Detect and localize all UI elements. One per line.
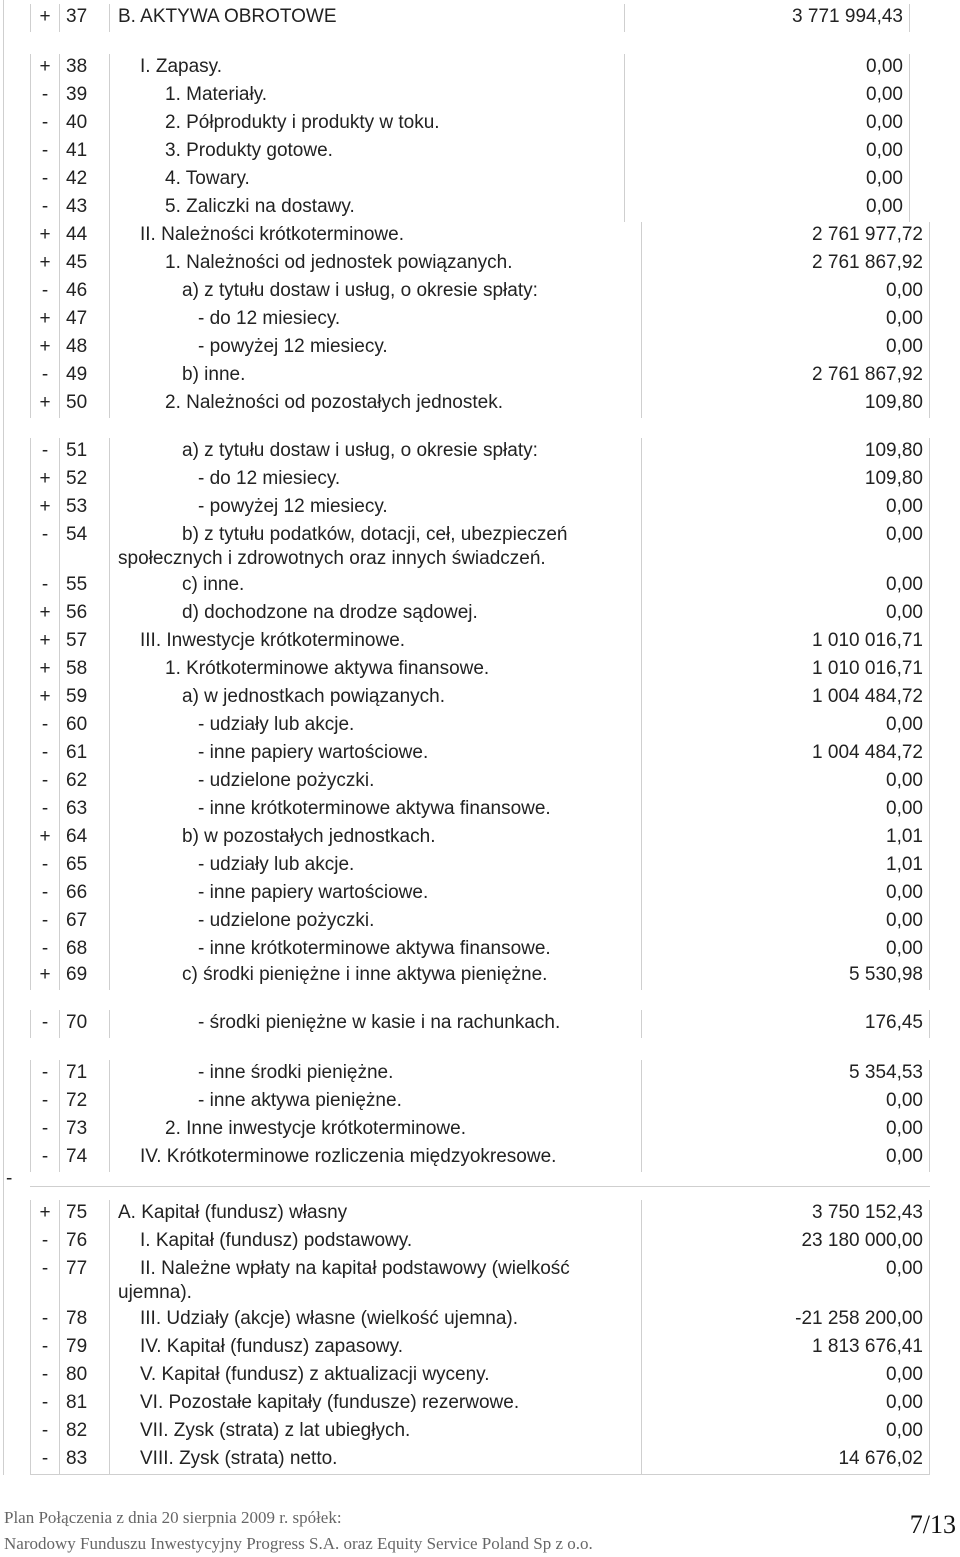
row-value: 1 010 016,71 [642, 628, 930, 656]
table-row [0, 494, 930, 522]
row-label-cell [110, 194, 625, 222]
row-value: 5 530,98 [642, 962, 930, 990]
row-number: 83 [58, 1446, 110, 1474]
row-label-cell [110, 656, 642, 684]
table-row [0, 1116, 930, 1144]
row-label: A. Kapitał (fundusz) własny [118, 1202, 348, 1223]
row-label-cell [110, 250, 642, 278]
table-row [0, 1144, 930, 1172]
row-number: 38 [58, 54, 110, 82]
row-label: - inne krótkoterminowe aktywa finansowe. [198, 798, 551, 819]
row-number: 62 [58, 768, 110, 796]
row-number: 75 [58, 1200, 110, 1228]
row-number: 74 [58, 1144, 110, 1172]
row-number: 47 [58, 306, 110, 334]
row-label: III. Inwestycje krótkoterminowe. [140, 630, 406, 651]
row-sign: - [30, 1060, 60, 1088]
row-number: 48 [58, 334, 110, 362]
row-label-cell [110, 1256, 642, 1306]
row-label-cell [110, 1144, 642, 1172]
row-label-cell [110, 572, 642, 600]
table-rule [30, 1186, 930, 1187]
row-label-cell [110, 1390, 642, 1418]
row-label: a) w jednostkach powiązanych. [182, 686, 445, 707]
row-value: 176,45 [642, 1010, 930, 1038]
row-number: 80 [58, 1362, 110, 1390]
row-number: 37 [58, 4, 110, 32]
row-value: 109,80 [642, 390, 930, 418]
row-sign: - [30, 1306, 60, 1334]
row-sign: - [30, 522, 60, 572]
row-label: VI. Pozostałe kapitały (fundusze) rezerwowe. [140, 1392, 520, 1413]
row-value: 1 010 016,71 [642, 656, 930, 684]
row-label: c) środki pieniężne i inne aktywa pieniężne. [182, 964, 548, 985]
row-sign: + [30, 962, 60, 990]
table-row [0, 908, 930, 936]
row-value: 0,00 [642, 1116, 930, 1144]
row-label: 3. Produkty gotowe. [165, 140, 333, 161]
row-sign: + [30, 222, 60, 250]
row-number: 56 [58, 600, 110, 628]
row-label: II. Należne wpłaty na kapitał podstawowy (wielkość [140, 1258, 570, 1279]
row-label-cell [110, 936, 642, 964]
page-number: 7/13 [909, 1510, 956, 1539]
row-number: 65 [58, 852, 110, 880]
row-label-cell [110, 54, 625, 82]
row-label: - powyżej 12 miesiecy. [198, 336, 388, 357]
row-label-cell [110, 438, 642, 466]
row-label-cell [110, 796, 642, 824]
row-number: 60 [58, 712, 110, 740]
row-sign: - [30, 1390, 60, 1418]
row-value: 0,00 [642, 572, 930, 600]
row-value: 0,00 [642, 712, 930, 740]
row-sign: + [30, 306, 60, 334]
row-sign: - [30, 1088, 60, 1116]
row-label-cell [110, 852, 642, 880]
row-sign: - [30, 1418, 60, 1446]
row-sign: - [30, 110, 60, 138]
row-sign: + [30, 4, 60, 32]
row-sign: + [30, 334, 60, 362]
table-row [0, 684, 930, 712]
row-value: 14 676,02 [642, 1446, 930, 1474]
row-value: 0,00 [642, 522, 930, 572]
table-row [0, 1390, 930, 1418]
row-value: 1 813 676,41 [642, 1334, 930, 1362]
row-sign: - [30, 880, 60, 908]
table-row [0, 1362, 930, 1390]
row-sign: + [30, 684, 60, 712]
table-row [0, 1060, 930, 1088]
row-label-cell [110, 768, 642, 796]
table-row [0, 824, 930, 852]
row-sign: - [30, 362, 60, 390]
row-label-cell [110, 1088, 642, 1116]
row-number: 82 [58, 1418, 110, 1446]
row-value: 0,00 [642, 1256, 930, 1306]
row-label-cell [110, 684, 642, 712]
row-value: 1 004 484,72 [642, 684, 930, 712]
row-label: d) dochodzone na drodze sądowej. [182, 602, 478, 623]
row-sign: + [30, 824, 60, 852]
row-sign: + [30, 54, 60, 82]
row-sign: - [30, 740, 60, 768]
row-label-cell [110, 4, 625, 32]
row-number: 73 [58, 1116, 110, 1144]
row-value: 2 761 867,92 [642, 250, 930, 278]
row-label: IV. Kapitał (fundusz) zapasowy. [140, 1336, 403, 1357]
row-sign: + [30, 628, 60, 656]
row-number: 66 [58, 880, 110, 908]
row-value: 0,00 [625, 194, 910, 222]
row-label-cell [110, 494, 642, 522]
row-number: 67 [58, 908, 110, 936]
row-number: 53 [58, 494, 110, 522]
table-row [0, 4, 910, 32]
row-sign: - [30, 82, 60, 110]
row-number: 55 [58, 572, 110, 600]
row-label-cell [110, 390, 642, 418]
row-label: B. AKTYWA OBROTOWE [118, 6, 337, 27]
row-number: 76 [58, 1228, 110, 1256]
row-label: 5. Zaliczki na dostawy. [165, 196, 355, 217]
row-label-cell [110, 82, 625, 110]
row-sign: + [30, 600, 60, 628]
footer-line-2: Narodowy Funduszu Inwestycyjny Progress S.A. oraz Equity Service Poland Sp z o.o. [4, 1534, 593, 1553]
row-label-cell [110, 740, 642, 768]
row-label: - udzielone pożyczki. [198, 910, 375, 931]
row-label-cell [110, 880, 642, 908]
row-sign: - [30, 712, 60, 740]
footer-line-1: Plan Połączenia z dnia 20 sierpnia 2009 r. spółek: [4, 1508, 342, 1527]
row-value: 0,00 [642, 908, 930, 936]
footer-text [4, 1505, 593, 1557]
row-sign: - [30, 166, 60, 194]
row-label: IV. Krótkoterminowe rozliczenia międzyokresowe. [140, 1146, 557, 1167]
row-value: -21 258 200,00 [642, 1306, 930, 1334]
row-label-cell [110, 908, 642, 936]
row-label: - powyżej 12 miesiecy. [198, 496, 388, 517]
table-row [0, 1446, 930, 1474]
row-value: 5 354,53 [642, 1060, 930, 1088]
table-row [0, 250, 930, 278]
row-label-cell [110, 824, 642, 852]
row-label-cell [110, 600, 642, 628]
row-label: 2. Należności od pozostałych jednostek. [165, 392, 503, 413]
row-label-cell [110, 1418, 642, 1446]
table-row [0, 1228, 930, 1256]
row-label: V. Kapitał (fundusz) z aktualizacji wyceny. [140, 1364, 490, 1385]
row-label: - inne krótkoterminowe aktywa finansowe. [198, 938, 551, 959]
row-number: 49 [58, 362, 110, 390]
table-row [0, 1334, 930, 1362]
row-label: - udzielone pożyczki. [198, 770, 375, 791]
table-row [0, 390, 930, 418]
row-label-cell [110, 1334, 642, 1362]
row-number: 39 [58, 82, 110, 110]
row-value: 109,80 [642, 438, 930, 466]
separator-dash: - [6, 1168, 13, 1189]
row-label: I. Kapitał (fundusz) podstawowy. [140, 1230, 413, 1251]
table-row [0, 712, 930, 740]
row-value: 0,00 [625, 110, 910, 138]
row-number: 52 [58, 466, 110, 494]
row-value: 0,00 [642, 880, 930, 908]
row-label: b) z tytułu podatków, dotacji, ceł, ubezpieczeń [182, 524, 568, 545]
row-value: 2 761 867,92 [642, 362, 930, 390]
row-value: 109,80 [642, 466, 930, 494]
row-sign: - [30, 1334, 60, 1362]
row-label: - inne aktywa pieniężne. [198, 1090, 402, 1111]
table-row [0, 600, 930, 628]
table-row [0, 138, 910, 166]
row-label: I. Zapasy. [140, 56, 223, 77]
row-number: 78 [58, 1306, 110, 1334]
row-label-cell [110, 1228, 642, 1256]
row-value: 0,00 [642, 1362, 930, 1390]
row-value: 2 761 977,72 [642, 222, 930, 250]
row-value: 0,00 [642, 1418, 930, 1446]
row-sign: - [30, 1256, 60, 1306]
table-row [0, 438, 930, 466]
row-label: - środki pieniężne w kasie i na rachunkach. [198, 1012, 561, 1033]
row-number: 77 [58, 1256, 110, 1306]
row-sign: - [30, 1446, 60, 1474]
table-row [0, 962, 930, 990]
row-number: 40 [58, 110, 110, 138]
row-label: a) z tytułu dostaw i usług, o okresie spłaty: [182, 280, 538, 301]
row-label: 4. Towary. [165, 168, 250, 189]
table-row [0, 852, 930, 880]
row-label: III. Udziały (akcje) własne (wielkość ujemna). [140, 1308, 519, 1329]
row-number: 79 [58, 1334, 110, 1362]
row-label: II. Należności krótkoterminowe. [140, 224, 404, 245]
row-number: 59 [58, 684, 110, 712]
row-value: 0,00 [642, 1088, 930, 1116]
row-number: 57 [58, 628, 110, 656]
table-row [0, 194, 910, 222]
row-label-cell [110, 362, 642, 390]
row-label-cell [110, 166, 625, 194]
row-label: 1. Krótkoterminowe aktywa finansowe. [165, 658, 490, 679]
row-sign: + [30, 250, 60, 278]
row-label-cell [110, 306, 642, 334]
row-label: - inne papiery wartościowe. [198, 742, 429, 763]
table-row [0, 1088, 930, 1116]
table-row [0, 466, 930, 494]
row-sign: + [30, 466, 60, 494]
table-row [0, 522, 930, 572]
row-label-cell [110, 712, 642, 740]
row-label: - do 12 miesiecy. [198, 468, 341, 489]
row-label-cell [110, 466, 642, 494]
row-value: 0,00 [625, 54, 910, 82]
row-label: - udziały lub akcje. [198, 854, 355, 875]
row-label-cell [110, 278, 642, 306]
row-sign: - [30, 1116, 60, 1144]
row-number: 58 [58, 656, 110, 684]
row-number: 71 [58, 1060, 110, 1088]
row-sign: + [30, 390, 60, 418]
table-row [0, 110, 910, 138]
row-value: 0,00 [642, 1390, 930, 1418]
row-label-cell [110, 1060, 642, 1088]
row-sign: - [30, 852, 60, 880]
row-label-cell [110, 1200, 642, 1228]
table-rule [30, 1474, 930, 1475]
table-row [0, 1010, 930, 1038]
row-label-continuation: ujemna). [118, 1282, 192, 1303]
row-sign: - [30, 1228, 60, 1256]
table-row [0, 166, 910, 194]
row-value: 1,01 [642, 824, 930, 852]
row-value: 1 004 484,72 [642, 740, 930, 768]
row-label-cell [110, 334, 642, 362]
row-label-cell [110, 1116, 642, 1144]
row-label: VII. Zysk (strata) z lat ubiegłych. [140, 1420, 411, 1441]
row-value: 0,00 [625, 82, 910, 110]
row-value: 3 771 994,43 [625, 4, 910, 32]
row-label-cell [110, 222, 642, 250]
row-number: 43 [58, 194, 110, 222]
row-value: 0,00 [642, 494, 930, 522]
row-value: 0,00 [642, 936, 930, 964]
table-row [0, 334, 930, 362]
row-label-cell [110, 138, 625, 166]
row-label: 2. Półprodukty i produkty w toku. [165, 112, 440, 133]
table-row [0, 222, 930, 250]
row-number: 70 [58, 1010, 110, 1038]
row-value: 1,01 [642, 852, 930, 880]
row-value: 0,00 [642, 796, 930, 824]
row-number: 72 [58, 1088, 110, 1116]
row-sign: - [30, 936, 60, 964]
row-sign: - [30, 278, 60, 306]
row-sign: - [30, 1362, 60, 1390]
row-label-cell [110, 1010, 642, 1038]
row-number: 63 [58, 796, 110, 824]
row-number: 64 [58, 824, 110, 852]
row-sign: - [30, 138, 60, 166]
row-value: 0,00 [625, 138, 910, 166]
table-row [0, 796, 930, 824]
row-sign: + [30, 1200, 60, 1228]
row-value: 0,00 [642, 600, 930, 628]
row-number: 61 [58, 740, 110, 768]
row-label-cell [110, 628, 642, 656]
row-label-cell [110, 1306, 642, 1334]
row-sign: - [30, 438, 60, 466]
row-value: 0,00 [642, 334, 930, 362]
row-number: 51 [58, 438, 110, 466]
row-number: 81 [58, 1390, 110, 1418]
table-row [0, 278, 930, 306]
row-label: - do 12 miesiecy. [198, 308, 341, 329]
row-value: 0,00 [642, 1144, 930, 1172]
row-sign: - [30, 796, 60, 824]
row-number: 54 [58, 522, 110, 572]
row-label: a) z tytułu dostaw i usług, o okresie spłaty: [182, 440, 538, 461]
row-label-cell [110, 1362, 642, 1390]
row-label: b) w pozostałych jednostkach. [182, 826, 436, 847]
row-value: 0,00 [625, 166, 910, 194]
row-label: 1. Materiały. [165, 84, 268, 105]
row-number: 42 [58, 166, 110, 194]
row-sign: - [30, 768, 60, 796]
table-row [0, 362, 930, 390]
row-label-continuation: społecznych i zdrowotnych oraz innych świadczeń. [118, 548, 546, 569]
row-sign: + [30, 494, 60, 522]
row-label: - udziały lub akcje. [198, 714, 355, 735]
row-label: 2. Inne inwestycje krótkoterminowe. [165, 1118, 466, 1139]
row-number: 41 [58, 138, 110, 166]
table-row [0, 768, 930, 796]
row-sign: - [30, 908, 60, 936]
table-row [0, 1200, 930, 1228]
row-label: VIII. Zysk (strata) netto. [140, 1448, 338, 1469]
row-number: 46 [58, 278, 110, 306]
table-row [0, 1306, 930, 1334]
table-row [0, 54, 910, 82]
table-row [0, 936, 930, 964]
row-number: 68 [58, 936, 110, 964]
table-row [0, 306, 930, 334]
row-label: - inne środki pieniężne. [198, 1062, 394, 1083]
row-sign: - [30, 1144, 60, 1172]
table-row [0, 1418, 930, 1446]
row-label-cell [110, 1446, 642, 1474]
row-sign: - [30, 572, 60, 600]
row-label: c) inne. [182, 574, 245, 595]
table-row [0, 572, 930, 600]
row-number: 69 [58, 962, 110, 990]
row-label-cell [110, 962, 642, 990]
row-value: 3 750 152,43 [642, 1200, 930, 1228]
row-value: 0,00 [642, 278, 930, 306]
row-value: 0,00 [642, 306, 930, 334]
row-value: 0,00 [642, 768, 930, 796]
row-label: 1. Należności od jednostek powiązanych. [165, 252, 513, 273]
table-row [0, 656, 930, 684]
table-row [0, 880, 930, 908]
row-label: b) inne. [182, 364, 246, 385]
row-number: 45 [58, 250, 110, 278]
row-label-cell [110, 522, 642, 572]
row-value: 23 180 000,00 [642, 1228, 930, 1256]
table-row [0, 628, 930, 656]
row-number: 44 [58, 222, 110, 250]
row-sign: - [30, 1010, 60, 1038]
row-label-cell [110, 110, 625, 138]
row-number: 50 [58, 390, 110, 418]
table-row [0, 740, 930, 768]
row-label: - inne papiery wartościowe. [198, 882, 429, 903]
table-row [0, 1256, 930, 1306]
table-row [0, 82, 910, 110]
row-sign: + [30, 656, 60, 684]
row-sign: - [30, 194, 60, 222]
